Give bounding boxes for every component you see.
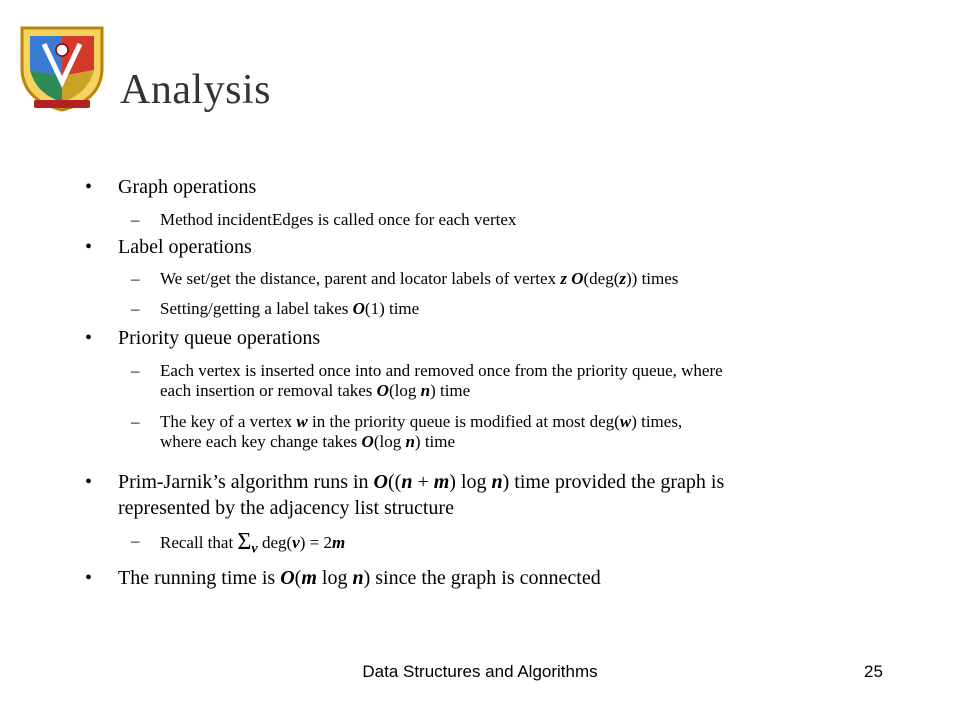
sigma-symbol: Σ	[237, 529, 252, 555]
bullet-running-time	[85, 566, 908, 590]
text-segment: The running time is	[118, 567, 281, 589]
footer-course-title: Data Structures and Algorithms	[362, 662, 598, 681]
text-segment: Recall that	[160, 533, 238, 552]
bullet-marker: •	[85, 567, 93, 589]
math-var: n	[420, 381, 431, 400]
bullet-text: Priority queue operations	[118, 327, 321, 349]
institute-logo	[14, 20, 110, 114]
text-segment: ) = 2	[299, 533, 332, 552]
text-segment: (1) time	[364, 299, 420, 318]
math-var: n	[401, 471, 413, 493]
math-var: n	[352, 567, 364, 589]
big-o: O	[571, 269, 584, 288]
bullet-text: Label operations	[118, 236, 252, 258]
text-segment: ) since the graph is connected	[363, 567, 601, 589]
text-segment: Prim-Jarnik’s algorithm runs in	[118, 471, 374, 493]
math-var: n	[405, 432, 415, 451]
logo-emblem	[22, 28, 102, 110]
text-segment: each insertion or removal takes	[160, 381, 377, 400]
bullet-marker: •	[85, 236, 93, 258]
bullet-prim-jarnik	[85, 469, 908, 521]
math-var: v	[251, 540, 258, 557]
text-segment: (log	[373, 432, 406, 451]
math-var: v	[292, 533, 300, 552]
text-segment: (log	[388, 381, 421, 400]
big-o: O	[361, 432, 374, 451]
math-var: n	[491, 471, 503, 493]
bullet-marker: •	[85, 327, 93, 349]
math-var: m	[433, 471, 450, 493]
text-segment: ) log	[449, 471, 492, 493]
subbullet-set-get-labels	[131, 269, 920, 289]
math-var: w	[296, 412, 308, 431]
bullet-text: Graph operations	[118, 176, 257, 198]
text-segment: ) time	[430, 381, 471, 400]
text-segment: deg(	[257, 533, 293, 552]
bullet-graph-operations	[85, 175, 908, 199]
math-var: z	[619, 269, 626, 288]
math-var: z	[560, 269, 567, 288]
big-o: O	[280, 567, 295, 589]
dash-marker: –	[131, 412, 140, 431]
dash-marker: –	[131, 269, 140, 288]
big-o: O	[376, 381, 389, 400]
text-segment: Setting/getting a label takes	[160, 299, 353, 318]
dash-marker: –	[131, 299, 140, 318]
bullet-label-operations	[85, 235, 908, 259]
text-segment: in the priority queue is modified at most deg(	[307, 412, 620, 431]
slide-title: Analysis	[120, 67, 271, 113]
subbullet-insert-remove	[131, 361, 920, 401]
math-var: m	[331, 533, 346, 552]
page-number: 25	[864, 662, 883, 681]
bullet-marker: •	[85, 176, 93, 198]
subbullet-text: Method incidentEdges is called once for each vertex	[160, 210, 517, 229]
text-segment: We set/get the distance, parent and locator labels of vertex	[160, 269, 561, 288]
text-segment: log	[316, 567, 353, 589]
bullet-marker: •	[85, 471, 93, 493]
text-segment: represented by the adjacency list structure	[118, 497, 454, 519]
big-o: O	[352, 299, 365, 318]
text-segment: )) times	[626, 269, 679, 288]
bullet-priority-queue	[85, 326, 908, 350]
math-var: w	[619, 412, 632, 431]
subbullet-recall-degree	[131, 529, 920, 558]
subbullet-incident-edges	[131, 210, 920, 230]
dash-marker: –	[131, 210, 140, 229]
text-segment: ) times,	[631, 412, 683, 431]
text-segment: where each key change takes	[160, 432, 362, 451]
text-segment: (	[294, 567, 302, 589]
text-segment: ) time provided the graph is	[502, 471, 725, 493]
subbullet-key-modified	[131, 412, 920, 452]
text-segment: The key of a vertex	[160, 412, 297, 431]
dash-marker: –	[131, 531, 140, 550]
text-segment: ) time	[414, 432, 456, 451]
subbullet-label-time	[131, 299, 920, 319]
text-segment: (deg(	[583, 269, 620, 288]
big-o: O	[373, 471, 388, 493]
text-segment: +	[412, 471, 434, 493]
text-segment: ((	[388, 471, 402, 493]
dash-marker: –	[131, 361, 140, 380]
math-var: m	[301, 567, 317, 589]
text-segment: Each vertex is inserted once into and removed once from the priority queue, where	[160, 361, 723, 380]
